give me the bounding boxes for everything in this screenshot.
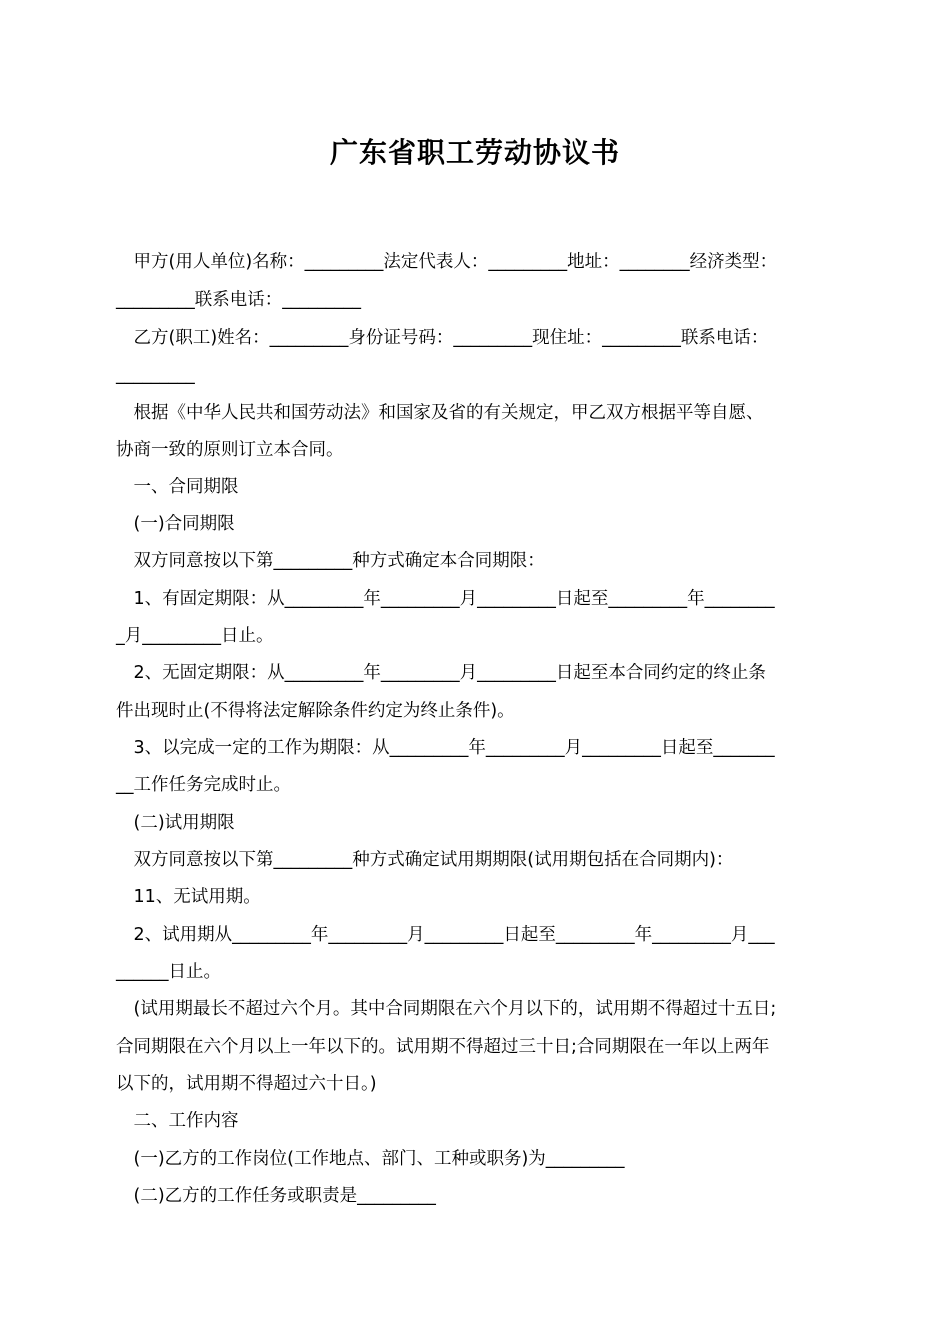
paragraph-line: (试用期最长不超过六个月。其中合同期限在六个月以下的，试用期不得超过十五日;	[116, 999, 777, 1019]
paragraph-line: 3、以完成一定的工作为期限：从_________年_________月_________日起至_______	[116, 738, 775, 758]
paragraph-line: 1、有固定期限：从_________年_________月_________日起至_________年________	[116, 589, 775, 609]
section-heading: 二、工作内容	[116, 1111, 239, 1131]
subsection-heading: (一)合同期限	[116, 514, 235, 534]
party-b-info-line-2: _________	[116, 365, 195, 385]
paragraph-line: 2、试用期从_________年_________月_________日起至_________年_________月___	[116, 925, 775, 945]
section-heading: 一、合同期限	[116, 477, 239, 497]
paragraph-line: ______日止。	[116, 962, 221, 982]
subsection-heading: (二)试用期限	[116, 813, 235, 833]
party-a-info-line-1: 甲方(用人单位)名称：_________法定代表人：_________地址：________经济类型：	[116, 252, 778, 272]
party-a-info-line-2: _________联系电话：_________	[116, 290, 361, 310]
paragraph-line: 双方同意按以下第_________种方式确定试用期期限(试用期包括在合同期内)：	[116, 850, 734, 870]
party-b-info-line-1: 乙方(职工)姓名：_________身份证号码：_________现住址：_________联系电话：	[116, 328, 769, 348]
preamble-line-1: 根据《中华人民共和国劳动法》和国家及省的有关规定，甲乙双方根据平等自愿、	[116, 403, 764, 423]
paragraph-line: (一)乙方的工作岗位(工作地点、部门、工种或职务)为_________	[116, 1149, 625, 1169]
document-title: 广东省职工劳动协议书	[329, 136, 620, 169]
paragraph-line: 2、无固定期限：从_________年_________月_________日起至本合同约定的终止条	[116, 663, 766, 683]
paragraph-line: __工作任务完成时止。	[116, 775, 291, 795]
paragraph-line: 双方同意按以下第_________种方式确定本合同期限：	[116, 551, 545, 571]
preamble-line-2: 协商一致的原则订立本合同。	[116, 440, 344, 460]
paragraph-line: 件出现时止(不得将法定解除条件约定为终止条件)。	[116, 701, 515, 721]
paragraph-line: (二)乙方的工作任务或职责是_________	[116, 1186, 436, 1206]
paragraph-line: 以下的，试用期不得超过六十日。)	[116, 1074, 377, 1094]
paragraph-line: 合同期限在六个月以上一年以下的。试用期不得超过三十日;合同期限在一年以上两年	[116, 1037, 770, 1057]
paragraph-line: 11、无试用期。	[116, 887, 261, 907]
paragraph-line: _月_________日止。	[116, 626, 274, 646]
